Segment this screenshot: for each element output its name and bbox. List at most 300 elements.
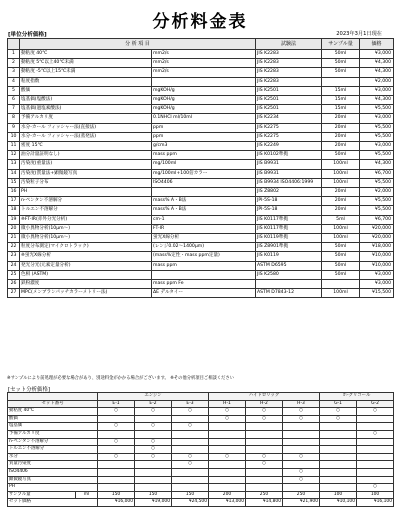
included-mark — [357, 453, 394, 461]
unit: ΔE デルタイー — [152, 289, 256, 298]
section-set-price-title: [セット分析価格] — [8, 387, 50, 393]
sample-amount: 15ml — [322, 86, 360, 95]
price-row — [8, 178, 394, 187]
price-row — [8, 224, 394, 233]
included-mark — [283, 446, 320, 454]
included-mark — [320, 430, 357, 438]
included-mark — [172, 484, 209, 492]
set-price: ¥13,000 — [209, 499, 246, 507]
included-mark — [172, 430, 209, 438]
set-item-row — [8, 438, 394, 446]
included-mark: ○ — [357, 430, 394, 438]
unit: mg/100ml — [152, 160, 256, 169]
price: ¥18,000 — [360, 243, 394, 252]
included-mark — [209, 423, 246, 431]
price-row — [8, 252, 394, 261]
included-mark: ○ — [246, 408, 283, 416]
test-method: JIS K2283 — [256, 77, 322, 86]
test-method: JIS K0117準拠 — [256, 224, 322, 233]
included-mark — [209, 484, 246, 492]
row-number: 25 — [8, 270, 20, 279]
included-mark — [172, 446, 209, 454]
price: ¥10,000 — [360, 261, 394, 270]
included-mark — [98, 461, 135, 469]
set-code: H-2 — [246, 400, 283, 408]
included-mark — [246, 430, 283, 438]
group-glycol: ホ-グリコール — [320, 393, 394, 401]
included-mark: ○ — [283, 468, 320, 476]
included-mark: ○ — [246, 461, 283, 469]
unit: mass ppm Fe — [152, 280, 256, 289]
sample-amount: 15ml — [322, 105, 360, 114]
set-item-label: ISO4406 — [8, 468, 98, 476]
price-row — [8, 215, 394, 224]
test-method: JPI-5S-18 — [256, 206, 322, 215]
included-mark — [209, 430, 246, 438]
sample-amount-row — [8, 491, 394, 499]
price-row — [8, 123, 394, 132]
included-mark — [98, 468, 135, 476]
unit: mgKOH/g — [152, 96, 256, 105]
price-row — [8, 96, 394, 105]
analysis-item: 粘度指数 — [20, 77, 152, 86]
sample-amount: 20ml — [322, 132, 360, 141]
page-title: 分析料金表 — [152, 12, 248, 32]
test-method: ASTM D6595 — [256, 261, 322, 270]
header-price: 価格 — [360, 39, 394, 50]
included-mark: ○ — [172, 453, 209, 461]
sample-amount — [322, 280, 360, 289]
set-item-label: n-ペンタン不溶解分 — [8, 438, 98, 446]
included-mark — [135, 476, 172, 484]
price: ¥5,500 — [360, 178, 394, 187]
row-number: 1 — [8, 50, 20, 59]
price-row — [8, 169, 394, 178]
set-code: E-3 — [172, 400, 209, 408]
set-item-rows — [8, 408, 394, 492]
analysis-item: 汚染度(重量法) — [20, 160, 152, 169]
set-item-row — [8, 461, 394, 469]
unit: (mass%定性・mass ppm定量) — [152, 252, 256, 261]
included-mark: ○ — [98, 438, 135, 446]
price-row — [8, 114, 394, 123]
included-mark — [357, 423, 394, 431]
analysis-item: 油分計量証明なし) — [20, 151, 152, 160]
sample-amount: 20ml — [322, 114, 360, 123]
price-row — [8, 59, 394, 68]
included-mark — [172, 476, 209, 484]
unit: mass% A・B法 — [152, 197, 256, 206]
set-item-row — [8, 430, 394, 438]
row-number: 18 — [8, 206, 20, 215]
price-row — [8, 160, 394, 169]
included-mark: ○ — [357, 484, 394, 492]
included-mark — [172, 415, 209, 423]
sample-amount — [322, 77, 360, 86]
group-engine: エンジン — [98, 393, 209, 401]
included-mark — [246, 438, 283, 446]
included-mark — [283, 438, 320, 446]
analysis-item: 微小異物分析(10μm〜) — [20, 224, 152, 233]
test-method: JIS B9931 — [256, 160, 322, 169]
set-code: G-1 — [320, 400, 357, 408]
unit: mass% A・B法 — [152, 206, 256, 215]
row-number: 12 — [8, 151, 20, 160]
included-mark — [98, 415, 135, 423]
row-number: 7 — [8, 105, 20, 114]
price: ¥2,000 — [360, 77, 394, 86]
included-mark: ○ — [135, 408, 172, 416]
row-number: 24 — [8, 261, 20, 270]
analysis-item: 水分-カール フィッシャー法(直接法) — [20, 123, 152, 132]
analysis-item: 動粘度 -5℃以上15℃未満 — [20, 68, 152, 77]
test-method: JIS K2249 — [256, 142, 322, 151]
unit: cm-1 — [152, 215, 256, 224]
included-mark — [283, 423, 320, 431]
included-mark — [135, 468, 172, 476]
set-item-label: 酸価 — [8, 415, 98, 423]
price-row — [8, 77, 394, 86]
unit: FT-IR — [152, 224, 256, 233]
section-unit-price-title: [単位分析価格] — [8, 32, 47, 38]
unit: mass ppm — [152, 151, 256, 160]
included-mark: ○ — [320, 408, 357, 416]
sample-amount: 20ml — [322, 123, 360, 132]
included-mark — [98, 446, 135, 454]
analysis-item: 予備アルカリ度 — [20, 114, 152, 123]
included-mark — [246, 423, 283, 431]
price-row — [8, 270, 394, 279]
sample-amount: 100 — [320, 491, 357, 499]
included-mark — [246, 484, 283, 492]
price-row — [8, 86, 394, 95]
unit: ppm — [152, 132, 256, 141]
sample-amount: 50ml — [322, 243, 360, 252]
included-mark — [320, 438, 357, 446]
test-method: JIS K2501 — [256, 96, 322, 105]
included-mark — [135, 484, 172, 492]
included-mark: ○ — [98, 408, 135, 416]
price: ¥5,500 — [360, 206, 394, 215]
price: ¥3,000 — [360, 270, 394, 279]
included-mark — [320, 423, 357, 431]
sample-amount: 100ml — [322, 178, 360, 187]
sample-amount: 50ml — [322, 270, 360, 279]
sample-amount: 250 — [246, 491, 283, 499]
set-price: ¥10,100 — [320, 499, 357, 507]
set-item-row — [8, 423, 394, 431]
included-mark — [172, 438, 209, 446]
set-item-row — [8, 415, 394, 423]
test-method: JIS K2275 — [256, 132, 322, 141]
test-method: JIS K2283 — [256, 59, 322, 68]
analysis-item: 密度 15℃ — [20, 142, 152, 151]
group-hydraulic: ハイドロリック — [209, 393, 320, 401]
price: ¥3,000 — [360, 114, 394, 123]
included-mark — [320, 446, 357, 454]
unit: (レンジ0.02〜1400μm) — [152, 243, 256, 252]
included-mark — [357, 476, 394, 484]
set-item-label: 顕微鏡写真 — [8, 476, 98, 484]
price: ¥20,000 — [360, 224, 394, 233]
test-method: JIS K2234 — [256, 114, 322, 123]
included-mark: ○ — [98, 423, 135, 431]
test-method: JIS K2275 — [256, 123, 322, 132]
unit: mm2/s — [152, 68, 256, 77]
analysis-item: n-ペンタン不溶解分 — [20, 197, 152, 206]
price: ¥6,700 — [360, 169, 394, 178]
sample-amount: 50ml — [322, 50, 360, 59]
included-mark — [209, 468, 246, 476]
price: ¥3,000 — [360, 142, 394, 151]
price-row — [8, 151, 394, 160]
included-mark — [320, 453, 357, 461]
price: ¥5,500 — [360, 105, 394, 114]
included-mark: ○ — [209, 408, 246, 416]
included-mark: ○ — [135, 446, 172, 454]
included-mark — [98, 430, 135, 438]
included-mark: ○ — [172, 461, 209, 469]
analysis-item: 汚染度(質量法+顕微鏡写真 — [20, 169, 152, 178]
sample-amount: 100ml — [322, 224, 360, 233]
price-row — [8, 132, 394, 141]
row-number: 21 — [8, 234, 20, 243]
analysis-item: PH — [20, 188, 152, 197]
price-row — [8, 68, 394, 77]
unit — [152, 270, 256, 279]
unit: ISO4406 — [152, 178, 256, 187]
unit: mg/100ml+100倍カラー — [152, 169, 256, 178]
set-code: E-2 — [135, 400, 172, 408]
unit: mgKOH/g — [152, 86, 256, 95]
price: ¥5,500 — [360, 151, 394, 160]
set-number-label: セット番号 — [8, 400, 98, 408]
included-mark — [98, 484, 135, 492]
included-mark: ○ — [246, 415, 283, 423]
sample-amount: 20ml — [322, 188, 360, 197]
included-mark: ○ — [357, 408, 394, 416]
sample-amount: 100ml — [322, 234, 360, 243]
included-mark — [357, 415, 394, 423]
set-price-table — [7, 392, 394, 507]
sample-amount: 50ml — [322, 68, 360, 77]
included-mark — [357, 461, 394, 469]
included-mark — [320, 484, 357, 492]
included-mark — [357, 468, 394, 476]
analysis-item: ※蛍光X線分析 — [20, 252, 152, 261]
sample-amount: 5ml — [322, 215, 360, 224]
price-row — [8, 243, 394, 252]
included-mark — [135, 415, 172, 423]
sample-amount: 150 — [98, 491, 135, 499]
included-mark: ○ — [172, 408, 209, 416]
row-number: 2 — [8, 59, 20, 68]
included-mark — [209, 461, 246, 469]
set-item-label: 動粘度 40℃ — [8, 408, 98, 416]
price: ¥6,700 — [360, 215, 394, 224]
row-number: 8 — [8, 114, 20, 123]
sample-amount: 100 — [357, 491, 394, 499]
set-price: ¥19,000 — [135, 499, 172, 507]
sample-amount: 200 — [209, 491, 246, 499]
row-number: 13 — [8, 160, 20, 169]
price: ¥3,000 — [360, 86, 394, 95]
price: ¥3,000 — [360, 50, 394, 59]
unit: ppm — [152, 123, 256, 132]
analysis-item: 微小異物分析(10μm〜) — [20, 234, 152, 243]
included-mark: ○ — [98, 453, 135, 461]
price: ¥3,000 — [360, 280, 394, 289]
price-row — [8, 234, 394, 243]
analysis-item: 動粘度 40℃ — [20, 50, 152, 59]
included-mark — [135, 430, 172, 438]
row-number: 10 — [8, 132, 20, 141]
included-mark: ○ — [283, 453, 320, 461]
set-item-label: PH — [8, 484, 98, 492]
included-mark: ○ — [135, 453, 172, 461]
row-number: 17 — [8, 197, 20, 206]
sample-amount: 50ml — [322, 59, 360, 68]
included-mark — [283, 461, 320, 469]
analysis-item: 動粘度 5℃以上40℃未満 — [20, 59, 152, 68]
included-mark — [357, 438, 394, 446]
set-price-label: セット価格 — [8, 499, 98, 507]
set-price: ¥24,500 — [172, 499, 209, 507]
included-mark — [135, 461, 172, 469]
analysis-item: 発光分光(元素定量分析) — [20, 261, 152, 270]
set-code: E-1 — [98, 400, 135, 408]
price-row — [8, 289, 394, 298]
sample-amount: 250 — [283, 491, 320, 499]
row-number: 5 — [8, 86, 20, 95]
price-row — [8, 197, 394, 206]
analysis-item: ※FT-IR(赤外分光分析) — [20, 215, 152, 224]
unit-price-rows — [8, 50, 394, 298]
unit: mm2/s — [152, 50, 256, 59]
unit: 0.1NHCl ml/10ml — [152, 114, 256, 123]
sample-amount-unit: ml — [76, 491, 98, 499]
test-method: JIS K2501 — [256, 105, 322, 114]
test-method — [256, 280, 322, 289]
included-mark: ○ — [209, 415, 246, 423]
row-number: 9 — [8, 123, 20, 132]
analysis-item: 鉄粉濃度 — [20, 280, 152, 289]
row-number: 3 — [8, 68, 20, 77]
test-method: JIS K0119 — [256, 252, 322, 261]
row-number: 27 — [8, 289, 20, 298]
header-item: 分 析 項 目 — [20, 39, 256, 50]
price-row — [8, 105, 394, 114]
unit — [152, 188, 256, 197]
row-number: 26 — [8, 280, 20, 289]
analysis-item: トルエン不溶解分 — [20, 206, 152, 215]
effective-date: 2023年3月1日現在 — [336, 31, 382, 37]
test-method: JIS Z8901準拠 — [256, 243, 322, 252]
analysis-item: MPC(メンブランパッチカラーメトリー法) — [20, 289, 152, 298]
set-code: H-3 — [283, 400, 320, 408]
price: ¥10,000 — [360, 252, 394, 261]
included-mark: ○ — [283, 415, 320, 423]
included-mark: ○ — [209, 453, 246, 461]
unit — [152, 77, 256, 86]
price: ¥2,000 — [360, 188, 394, 197]
sample-amount: 15ml — [322, 96, 360, 105]
price-row — [8, 280, 394, 289]
sample-amount: 50ml — [322, 151, 360, 160]
set-group-row — [8, 393, 394, 401]
row-number: 20 — [8, 224, 20, 233]
included-mark — [246, 446, 283, 454]
price: ¥5,500 — [360, 123, 394, 132]
price: ¥4,300 — [360, 68, 394, 77]
analysis-item: 汚染粒子分布 — [20, 178, 152, 187]
price: ¥5,500 — [360, 132, 394, 141]
unit: g/cm3 — [152, 142, 256, 151]
included-mark — [320, 461, 357, 469]
included-mark — [283, 430, 320, 438]
header-method: 試験法 — [256, 39, 322, 50]
unit-price-table — [7, 38, 394, 298]
set-item-row — [8, 453, 394, 461]
price: ¥4,300 — [360, 96, 394, 105]
footnote: ※サンプルにより前処理が必要な場合があり、別途料金がかかる場合がございます。 ※その他分析項目ご相談ください — [7, 376, 234, 381]
set-item-row — [8, 476, 394, 484]
included-mark — [357, 446, 394, 454]
set-item-label: 質量汚染度 — [8, 461, 98, 469]
price-row — [8, 261, 394, 270]
set-item-row — [8, 484, 394, 492]
price-row — [8, 142, 394, 151]
header-sample: サンプル量 — [322, 39, 360, 50]
unit: mass ppm — [152, 261, 256, 270]
test-method: JIS K0117準拠 — [256, 215, 322, 224]
unit: mgKOH/g — [152, 105, 256, 114]
sample-amount: 50ml — [322, 261, 360, 270]
test-method: ASTM D7843-12 — [256, 289, 322, 298]
test-method: JIS Z8802 — [256, 188, 322, 197]
price: ¥5,500 — [360, 197, 394, 206]
included-mark: ○ — [135, 423, 172, 431]
row-number: 16 — [8, 188, 20, 197]
set-item-label: 塩基価 — [8, 423, 98, 431]
set-code: G-2 — [357, 400, 394, 408]
test-method: JIS K2283 — [256, 68, 322, 77]
sample-amount: 100ml — [322, 289, 360, 298]
included-mark — [209, 476, 246, 484]
set-price: ¥16,100 — [357, 499, 394, 507]
unit-price-header-row — [8, 39, 394, 50]
set-code-row — [8, 400, 394, 408]
price: ¥20,000 — [360, 234, 394, 243]
included-mark: ○ — [320, 415, 357, 423]
included-mark — [283, 484, 320, 492]
sample-amount: 50ml — [322, 252, 360, 261]
analysis-item: 粒度分布測定(マイクロトラック) — [20, 243, 152, 252]
test-method: JIS K0119準拠 — [256, 234, 322, 243]
set-item-label: トルエン不溶解分 — [8, 446, 98, 454]
analysis-item: 塩基価(過塩素酸法) — [20, 105, 152, 114]
price: ¥4,300 — [360, 59, 394, 68]
sample-amount: 150 — [135, 491, 172, 499]
price-row — [8, 188, 394, 197]
test-method: JPI-5S-18 — [256, 197, 322, 206]
row-number: 22 — [8, 243, 20, 252]
sample-amount: 100ml — [322, 160, 360, 169]
included-mark: ○ — [246, 453, 283, 461]
price-row — [8, 206, 394, 215]
included-mark — [98, 476, 135, 484]
sample-amount-label: サンプル量 — [8, 491, 76, 499]
